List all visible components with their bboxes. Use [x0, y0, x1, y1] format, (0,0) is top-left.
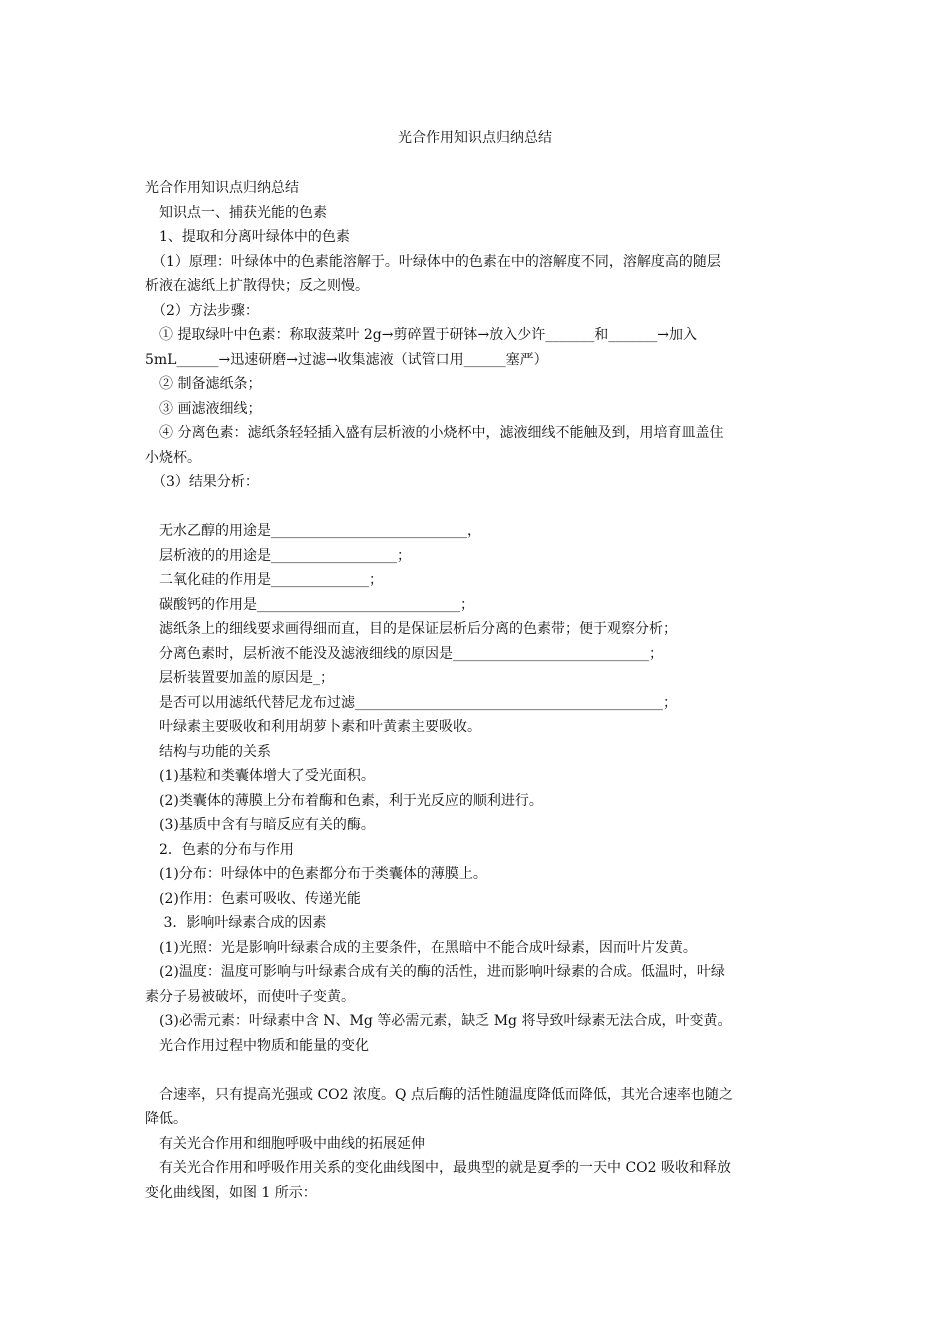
blank-line [145, 1058, 805, 1083]
text-line: (1)基粒和类囊体增大了受光面积。 [145, 768, 375, 784]
text-line: 分离色素时，层析液不能没及滤液细线的原因是____________________________； [145, 645, 663, 662]
text-line: ② 制备滤纸条； [145, 376, 262, 392]
document-body [145, 176, 805, 1205]
text-line: 降低。 [145, 1111, 187, 1127]
text-line: 合速率，只有提高光强或 CO2 浓度。Q 点后酶的活性随温度降低而降低，其光合速率也随之 [145, 1086, 733, 1103]
text-line: 3．影响叶绿素合成的因素 [145, 915, 327, 931]
text-line: 层析液的的用途是__________________； [145, 547, 411, 564]
text-line: (2)作用：色素可吸收、传递光能 [145, 890, 361, 907]
text-line: 小烧杯。 [145, 449, 201, 466]
text-line: ④ 分离色素：滤纸条轻轻插入盛有层析液的小烧杯中，滤液细线不能触及到，用培育皿盖住 [145, 425, 724, 441]
text-line: (3)基质中含有与暗反应有关的酶。 [145, 817, 375, 833]
text-line: 碳酸钙的作用是_____________________________； [145, 596, 474, 613]
text-line: 叶绿素主要吸收和利用胡萝卜素和叶黄素主要吸收。 [145, 719, 481, 735]
text-line: 滤纸条上的细线要求画得细而直，目的是保证层析后分离的色素带；便于观察分析； [145, 621, 677, 637]
text-line: 二氧化硅的作用是______________； [145, 572, 383, 588]
text-line: 2．色素的分布与作用 [145, 841, 294, 858]
text-line: （3）结果分析： [145, 474, 259, 490]
text-line: （2）方法步骤： [145, 302, 259, 319]
text-line: 有关光合作用和细胞呼吸中曲线的拓展延伸 [145, 1135, 425, 1152]
text-line: 光合作用知识点归纳总结 [145, 180, 299, 196]
text-line: 无水乙醇的用途是____________________________， [145, 523, 481, 539]
text-line: （1）原理：叶绿体中的色素能溶解于。叶绿体中的色素在中的溶解度不同，溶解度高的随层 [145, 253, 721, 270]
text-line: 1、提取和分离叶绿体中的色素 [145, 229, 350, 245]
text-line: 知识点一、捕获光能的色素 [145, 204, 327, 221]
text-line: (1)分布：叶绿体中的色素都分布于类囊体的薄膜上。 [145, 866, 487, 882]
text-line: 素分子易被破坏，而使叶子变黄。 [145, 988, 355, 1005]
text-line: 析液在滤纸上扩散得快；反之则慢。 [145, 278, 369, 294]
text-line: 光合作用过程中物质和能量的变化 [145, 1037, 369, 1054]
text-line: ① 提取绿叶中色素：称取菠菜叶 2g→剪碎置于研钵→放入少许_______和_______→加入 [145, 327, 697, 343]
text-line: 有关光合作用和呼吸作用关系的变化曲线图中，最典型的就是夏季的一天中 CO2 吸收和释放 [145, 1160, 731, 1176]
text-line: 变化曲线图，如图 1 所示： [145, 1184, 317, 1201]
text-line: (2)温度：温度可影响与叶绿素合成有关的酶的活性，进而影响叶绿素的合成。低温时，叶绿 [145, 964, 725, 980]
blank-line [145, 495, 805, 520]
text-line: 层析装置要加盖的原因是_； [145, 670, 334, 686]
text-line: 结构与功能的关系 [145, 743, 271, 760]
text-line: ③ 画滤液细线； [145, 400, 262, 417]
text-line: 是否可以用滤纸代替尼龙布过滤____________________________________________； [145, 694, 677, 711]
text-line: (3)必需元素：叶绿素中含 N、Mg 等必需元素，缺乏 Mg 将导致叶绿素无法合成，叶变黄。 [145, 1013, 732, 1029]
page-title: 光合作用知识点归纳总结 [398, 130, 552, 146]
text-line: (1)光照：光是影响叶绿素合成的主要条件，在黑暗中不能合成叶绿素，因而叶片发黄。 [145, 939, 697, 956]
text-line: (2)类囊体的薄膜上分布着酶和色素，利于光反应的顺利进行。 [145, 792, 543, 809]
text-line: 5mL______→迅速研磨→过滤→收集滤液（试管口用______塞严） [145, 351, 548, 368]
